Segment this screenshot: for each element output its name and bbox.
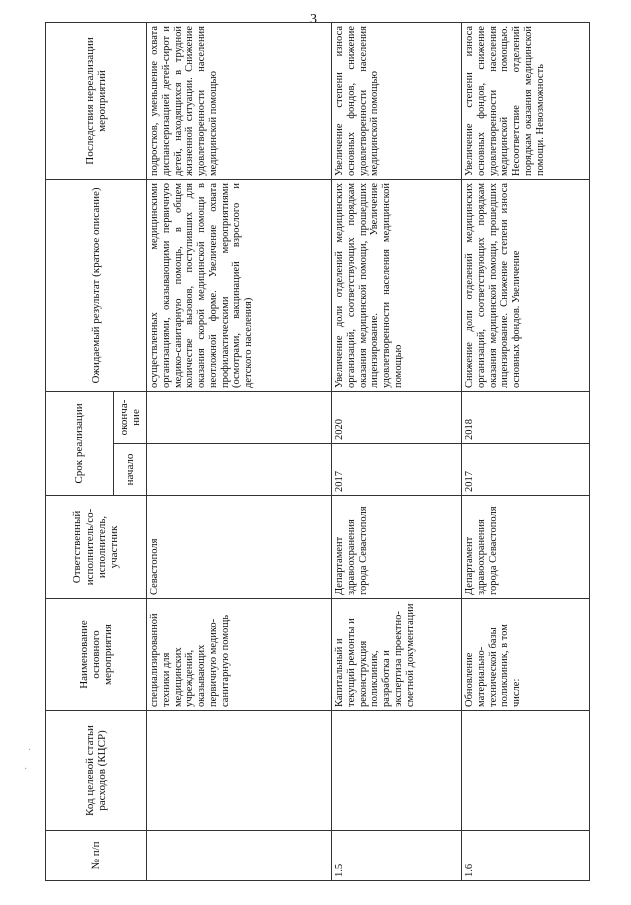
table-row	[147, 22, 332, 880]
cell-name: специализированной техники для медицинских учреждений, оказывающих первичную медико-санитарную помощь	[147, 599, 332, 711]
cell-responsible: Департамент здравоохранения города Севастополя	[462, 496, 590, 599]
table-row	[462, 22, 590, 880]
header-name: Наименование основного мероприятия	[46, 599, 147, 711]
header-result: Ожидаемый результат (краткое описание)	[46, 179, 147, 391]
table-header	[46, 22, 147, 880]
cell-consequences: Увеличение степени износа основных фондов, снижение удовлетворенности населения медицинской помощью	[332, 22, 462, 179]
cell-code	[462, 711, 590, 831]
scan-speck: ·	[28, 745, 32, 756]
cell-num: 1.5	[332, 831, 462, 881]
header-code: Код целевой статьи расходов (КЦСР)	[46, 711, 147, 831]
cell-num: 1.6	[462, 831, 590, 881]
cell-responsible: Департамент здравоохранения города Севастополя	[332, 496, 462, 599]
cell-name: Обновление материально-технической базы поликлиник, в том числе:	[462, 599, 590, 711]
cell-end: 2018	[462, 391, 590, 443]
cell-num	[147, 831, 332, 881]
measures-table	[45, 22, 590, 881]
cell-result: Снижение доли отделений медицинских организаций, соответствующих порядкам оказания медицинской помощи, прошедших лицензирование. Снижение степени износа основных фондов. Увеличение	[462, 179, 590, 391]
header-responsible: Ответственный исполнитель/со-исполнитель, участник	[46, 496, 147, 599]
cell-result: осуществленных медицинскими организациями, оказывающими первичную медико-санитарную помощь, в общем количестве вызовов, поступивших для оказания скорой медицинской помощи в неотложной форме. Увеличение охвата профилактическими мероприятиями (осмотрами, вакцинацией взрослого и детского населения)	[147, 179, 332, 391]
header-end: оконча-ние	[114, 391, 147, 443]
cell-end: 2020	[332, 391, 462, 443]
cell-consequences: Увеличение степени износа основных фондов, снижение удовлетворенности населения медицинской помощью. Несоответствие отделений порядкам оказания медицинской помощи. Невозможность	[462, 22, 590, 179]
header-num: № п/п	[46, 831, 147, 881]
header-period: Срок реализации	[46, 391, 114, 495]
header-consequences: Последствия нереализации мероприятий	[46, 22, 147, 179]
cell-start	[147, 444, 332, 496]
scan-speck: ·	[24, 764, 28, 775]
cell-start: 2017	[462, 444, 590, 496]
cell-end	[147, 391, 332, 443]
header-start: начало	[114, 444, 147, 496]
cell-start: 2017	[332, 444, 462, 496]
page-number: 3	[310, 12, 317, 27]
cell-code	[147, 711, 332, 831]
cell-name: Капитальный и текущий ремонты и реконструкция поликлиник, разработка и экспертиза проектно-сметной документации	[332, 599, 462, 711]
cell-code	[332, 711, 462, 831]
cell-responsible: Севастополя	[147, 496, 332, 599]
cell-consequences: подростков, уменьшение охвата диспансеризацией детей-сирот и детей, находящихся в трудной жизненной ситуации. Снижение удовлетворенности населения медицинской помощью	[147, 22, 332, 179]
table-row	[332, 22, 462, 880]
cell-result: Увеличение доли отделений медицинских организаций, соответствующих порядкам оказания медицинской помощи, прошедших лицензирование. Увеличение удовлетворенности населения медицинской помощью	[332, 179, 462, 391]
